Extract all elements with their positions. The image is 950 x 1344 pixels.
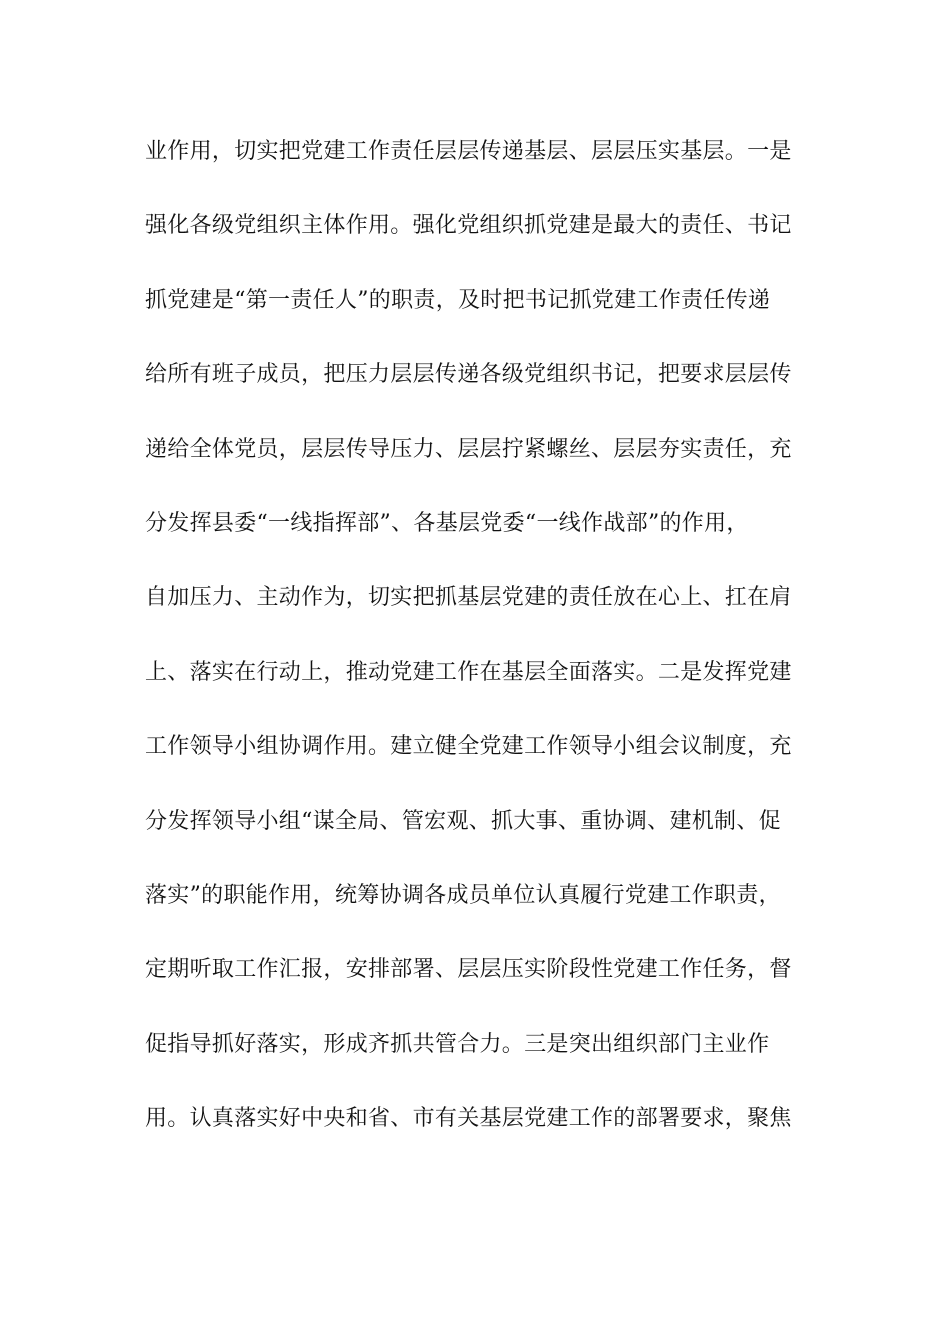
text-line: 分发挥县委“一线指挥部”、各基层党委“一线作战部”的作用， <box>145 510 749 536</box>
text-line: 业作用，切实把党建工作责任层层传递基层、层层压实基层。一是 <box>145 139 792 164</box>
text-line: 分发挥领导小组“谋全局、管宏观、抓大事、重协调、建机制、促 <box>145 808 781 834</box>
text-line: 用。认真落实好中央和省、市有关基层党建工作的部署要求，聚焦 <box>145 1106 792 1132</box>
text-line: 落实”的职能作用，统筹协调各成员单位认真履行党建工作职责， <box>145 882 781 908</box>
text-line: 上、落实在行动上，推动党建工作在基层全面落实。二是发挥党建 <box>145 659 792 685</box>
text-line: 递给全体党员，层层传导压力、层层拧紧螺丝、层层夯实责任，充 <box>145 436 792 462</box>
text-line: 抓党建是“第一责任人”的职责，及时把书记抓党建工作责任传递 <box>145 287 771 313</box>
text-line: 自加压力、主动作为，切实把抓基层党建的责任放在心上、扛在肩 <box>145 585 792 611</box>
text-line: 工作领导小组协调作用。建立健全党建工作领导小组会议制度，充 <box>145 734 792 760</box>
text-line: 强化各级党组织主体作用。强化党组织抓党建是最大的责任、书记 <box>145 213 792 239</box>
body-text <box>145 132 805 1173</box>
text-line: 给所有班子成员，把压力层层传递各级党组织书记，把要求层层传 <box>145 362 792 388</box>
text-line: 促指导抓好落实，形成齐抓共管合力。三是突出组织部门主业作 <box>145 1031 770 1057</box>
text-line: 定期听取工作汇报，安排部署、层层压实阶段性党建工作任务，督 <box>145 957 792 983</box>
